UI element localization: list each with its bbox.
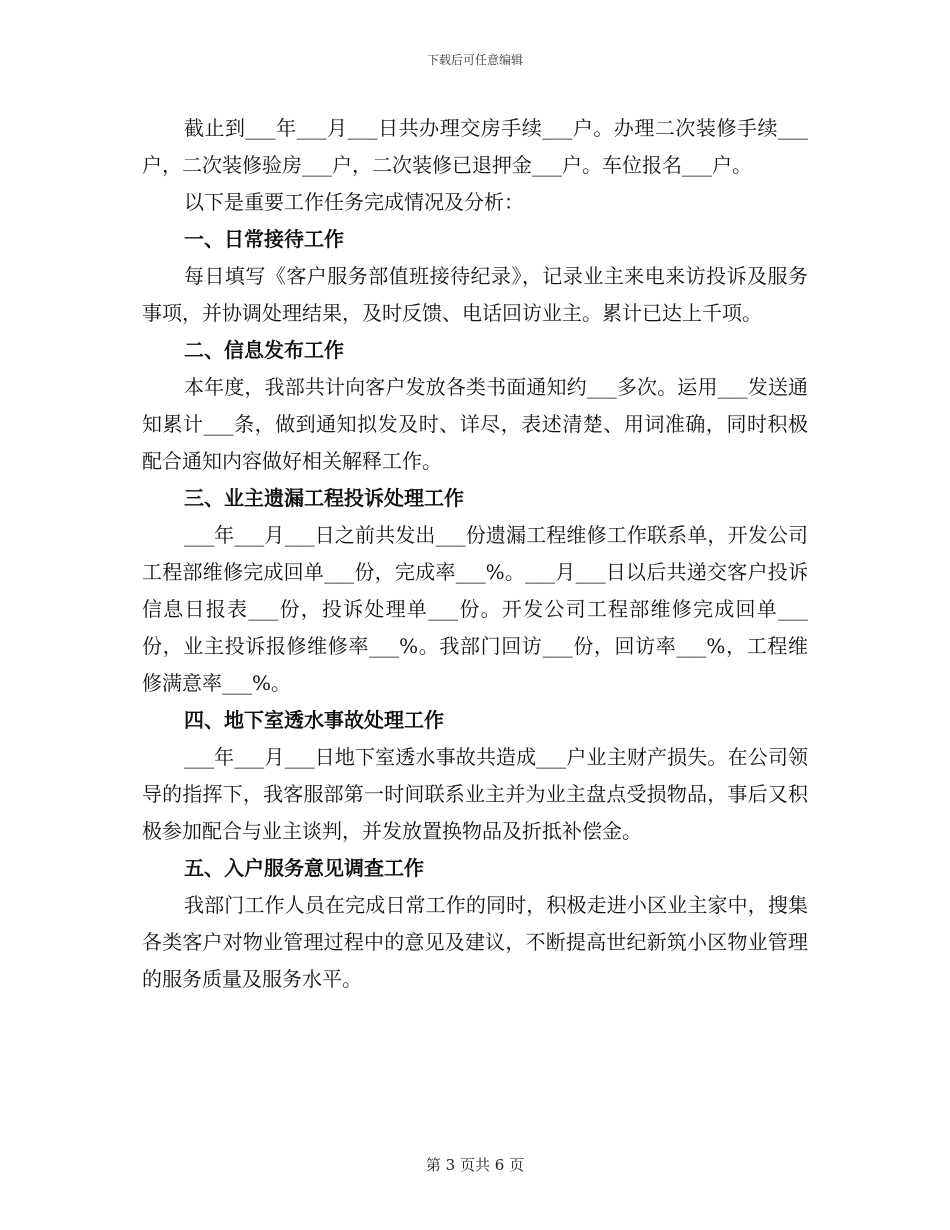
section-5-paragraph: 我部门工作人员在完成日常工作的同时，积极走进小区业主家中，搜集各类客户对物业管理过程中的意见及建议，不断提高世纪新筑小区物业管理的服务质量及服务水平。 — [142, 893, 808, 991]
section-5-heading: 五、入户服务意见调查工作 — [184, 856, 424, 880]
section-4-paragraph: ___年___月___日地下室透水事故共造成___户业主财产损失。在公司领导的指挥下，我客服部第一时间联系业主并为业主盘点受损物品，事后又积极参加配合与业主谈判，并发放置换物品及折抵补偿金。 — [142, 745, 808, 843]
summary-lead-paragraph: 以下是重要工作任务完成情况及分析： — [184, 190, 524, 214]
section-4-heading: 四、地下室透水事故处理工作 — [184, 708, 444, 732]
intro-paragraph: 截止到___年___月___日共办理交房手续___户。办理二次装修手续___户，二次装修验房___户，二次装修已退押金___户。车位报名___户。 — [142, 116, 808, 177]
page-number-footer: 第 3 页共 6 页 — [425, 1156, 525, 1174]
section-3-heading: 三、业主遗漏工程投诉处理工作 — [184, 486, 464, 510]
section-2-heading: 二、信息发布工作 — [184, 338, 344, 362]
document-body — [142, 110, 808, 998]
section-1-heading: 一、日常接待工作 — [184, 227, 344, 251]
section-3-paragraph: ___年___月___日之前共发出___份遗漏工程维修工作联系单，开发公司工程部维修完成回单___份，完成率___%。___月___日以后共递交客户投诉信息日报表___份，投诉处理单___份。开发公司工程部维修完成回单___份，业主投诉报修维修率___%。我部门回访___份，回访率___%，工程维修满意率___%。 — [142, 523, 808, 695]
section-2-paragraph: 本年度，我部共计向客户发放各类书面通知约___多次。运用___发送通知累计___条，做到通知拟发及时、详尽，表述清楚、用词准确，同时积极配合通知内容做好相关解释工作。 — [142, 375, 808, 473]
page-header: 下载后可任意编辑 — [426, 53, 523, 67]
section-1-paragraph: 每日填写《客户服务部值班接待纪录》，记录业主来电来访投诉及服务事项，并协调处理结果，及时反馈、电话回访业主。累计已达上千项。 — [142, 264, 808, 325]
